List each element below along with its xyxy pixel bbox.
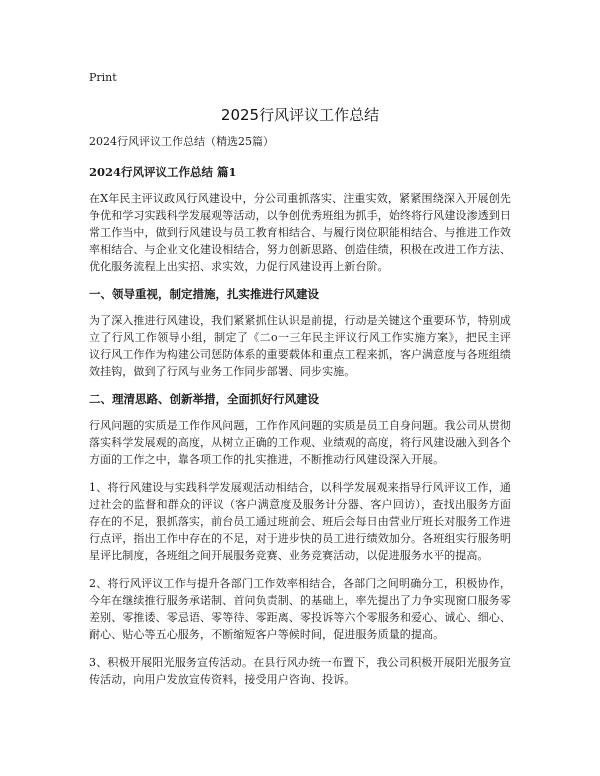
part-heading: 2024行风评议工作总结 篇1 bbox=[89, 165, 237, 179]
print-link[interactable]: Print bbox=[89, 71, 117, 84]
document-subtitle: 2024行风评议工作总结（精选25篇） bbox=[89, 135, 274, 148]
intro-paragraph: 在X年民主评议政风行风建设中，分公司重抓落实、注重实效，紧紧围绕深入开展创先争优和学习实践科学发展观等活动，以争创优秀班组为抓手，始终将行风建设渗透到日常工作当中，做到行风建设与员工教育相结合、与履行岗位职能相结合、与推进工作效率相结合、与企业文化建设相结合，努力创新思路、创造佳绩，积极在改进工作方法、优化服务流程上出实招、求实效，力促行风建设再上新台阶。 bbox=[89, 192, 511, 273]
list-item-1: 1、将行风建设与实践科学发展观活动相结合，以科学发展观来指导行风评议工作，通过社会的监督和群众的评议（客户满意度及服务计分器、客户回访），查找出服务方面存在的不足，狠抓落实，前台员工通过班前会、班后会每日由营业厅班长对服务工作进行点评，指出工作中存在的不足，对于进步快的员工进行绩效加分。各班组实行服务明星评比制度，各班组之间开展服务竞赛、业务竞赛活动，以促进服务水平的提高。 bbox=[89, 481, 511, 562]
list-item-2: 2、将行风评议工作与提升各部门工作效率相结合，各部门之间明确分工，积极协作，今年在继续推行服务承诺制、首问负责制、的基础上，率先提出了力争实现窗口服务零差别、零推诿、零忌语、零等待、零距离、零投诉等六个零服务和爱心、诚心、细心、耐心、贴心等五心服务，不断缩短客户等候时间，促进服务质量的提高。 bbox=[89, 577, 511, 641]
section-heading-2: 二、理清思路、创新举措，全面抓好行风建设 bbox=[89, 392, 319, 406]
list-item-3: 3、积极开展阳光服务宣传活动。在县行风办统一布置下，我公司积极开展阳光服务宣传活动，向用户发放宣传资料，接受用户咨询、投诉。 bbox=[89, 656, 511, 686]
page-title: 2025行风评议工作总结 bbox=[220, 106, 380, 124]
section-heading-1: 一、领导重视，制定措施，扎实推进行风建设 bbox=[89, 287, 319, 301]
section-2-paragraph: 行风问题的实质是工作作风问题，工作作风问题的实质是员工自身问题。我公司从贯彻落实科学发展观的高度，从树立正确的工作观、业绩观的高度，将行风建设融入到各个方面的工作之中，靠各项工作的扎实推进，不断推动行风建设深入开展。 bbox=[89, 419, 511, 466]
document-body bbox=[89, 134, 511, 699]
section-1-paragraph: 为了深入推进行风建设，我们紧紧抓住认识是前提，行动是关键这个重要环节，特别成立了行风工作领导小组，制定了《二o一三年民主评议行风工作实施方案》，把民主评议行风工作作为构建公司惩防体系的重要载体和重点工程来抓，客户满意度与各班组绩效挂钩，做到了行风与业务工作同步部署、同步实施。 bbox=[89, 314, 511, 378]
